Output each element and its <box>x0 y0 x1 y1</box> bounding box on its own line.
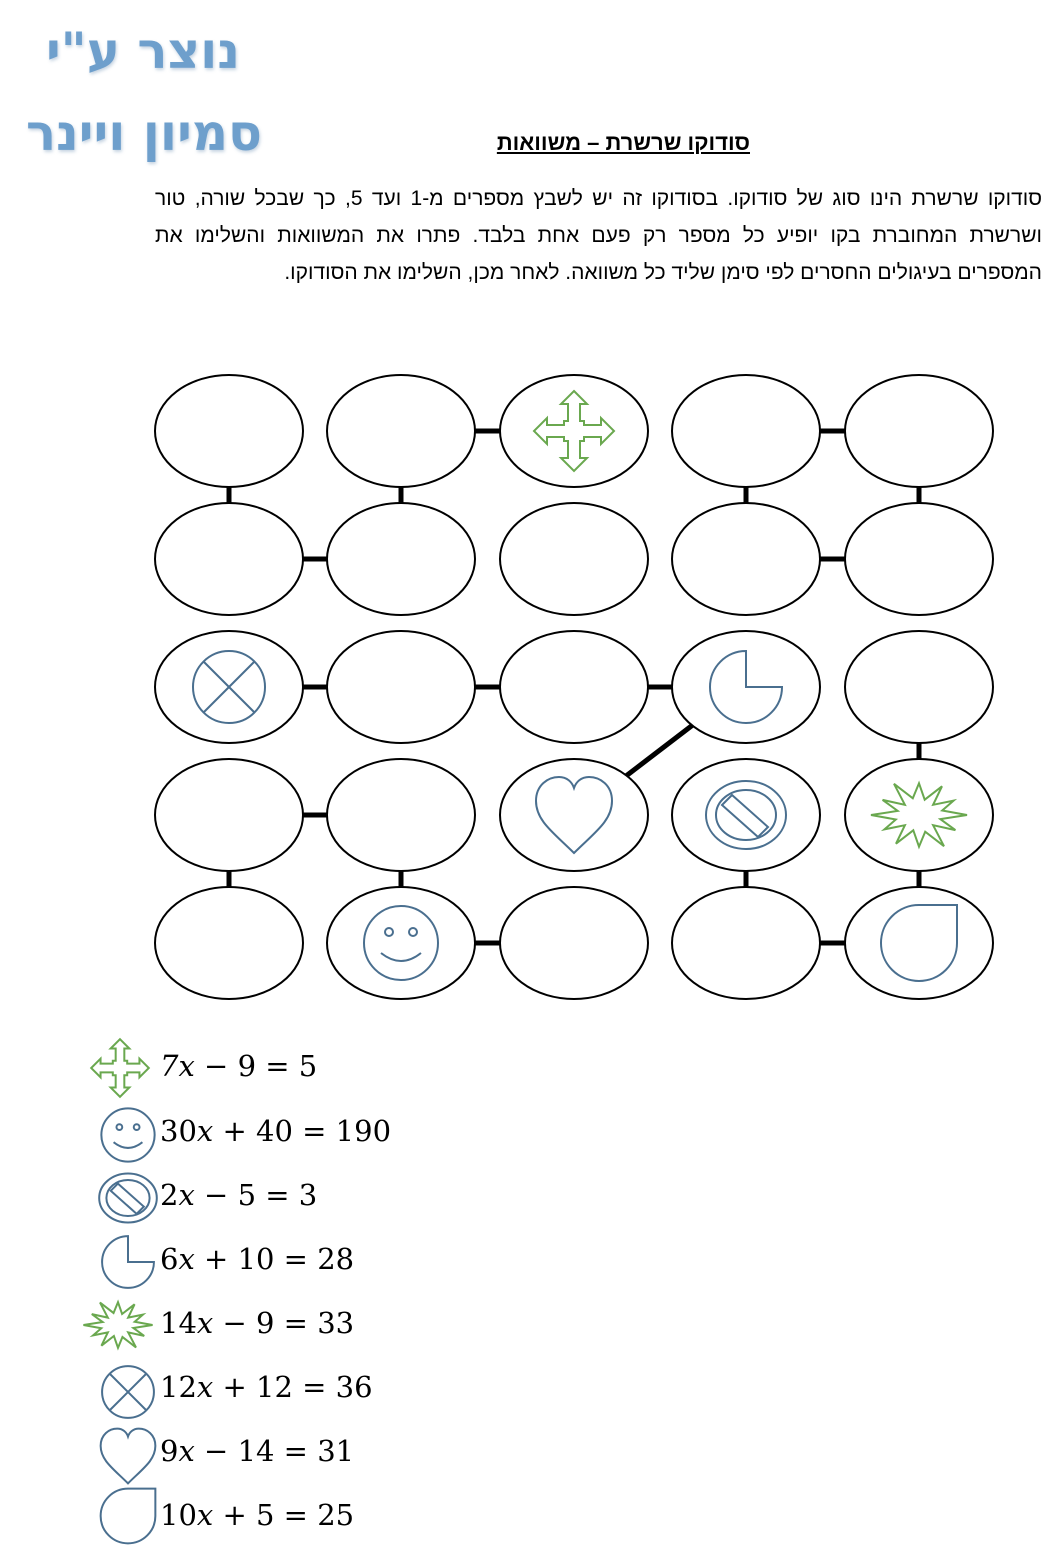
grid-cell[interactable] <box>155 503 303 615</box>
grid-cell[interactable] <box>672 887 820 999</box>
author-line-1: נוצר ע"י <box>45 22 240 80</box>
grid-cell[interactable] <box>500 887 648 999</box>
instructions-text: סודוקו שרשרת הינו סוג של סודוקו. בסודוקו זה יש לשבץ מספרים מ-1 ועד 5, כך שבכל שורה, טור ושרשרת המחוברת בקו יופיע כל מספר רק פעם אחת בלבד. פתרו את המשוואות והשלימו את המספרים בעיגולים החסרים לפי סימן שליד כל משוואה. לאחר מכן, השלימו את הסודוקו. <box>155 187 1043 284</box>
arrows-icon <box>91 1039 149 1097</box>
grid-cell[interactable] <box>845 503 993 615</box>
grid-cell[interactable] <box>672 631 820 743</box>
equation-row: 2x − 5 = 3 <box>160 1178 318 1212</box>
no-symbol-icon <box>99 1174 157 1223</box>
pie-icon <box>102 1236 154 1288</box>
equation-row: 7x − 9 = 5 <box>160 1049 318 1083</box>
cross-circle-icon <box>102 1366 154 1418</box>
grid-cell[interactable] <box>672 503 820 615</box>
grid-cell[interactable] <box>327 375 475 487</box>
equation-row: 6x + 10 = 28 <box>160 1242 355 1276</box>
grid-cell[interactable] <box>327 631 475 743</box>
equation-row: 10x + 5 = 25 <box>160 1498 355 1532</box>
grid-cell[interactable] <box>845 759 993 871</box>
grid-cell[interactable] <box>845 631 993 743</box>
grid-cell[interactable] <box>500 503 648 615</box>
grid-cell[interactable] <box>155 631 303 743</box>
grid-cell[interactable] <box>155 375 303 487</box>
grid-cell[interactable] <box>672 759 820 871</box>
equation-legend-icons <box>0 1020 170 1560</box>
grid-cell[interactable] <box>155 887 303 999</box>
grid-cell[interactable] <box>500 759 648 871</box>
starburst-icon <box>83 1302 152 1348</box>
grid-cell[interactable] <box>500 631 648 743</box>
author-line-2: סמיון ויינר <box>26 104 262 162</box>
equation-row: 9x − 14 = 31 <box>160 1434 355 1468</box>
grid-cell[interactable] <box>327 503 475 615</box>
equation-row: 14x − 9 = 33 <box>160 1306 355 1340</box>
smiley-icon <box>101 1108 154 1161</box>
grid-cell[interactable] <box>500 375 648 487</box>
teardrop-icon <box>101 1489 156 1544</box>
grid-cell[interactable] <box>327 887 475 999</box>
grid-cell[interactable] <box>327 759 475 871</box>
heart-icon <box>101 1429 156 1484</box>
chain-link <box>626 724 694 776</box>
equation-row: 12x + 12 = 36 <box>160 1370 373 1404</box>
worksheet-title: סודוקו שרשרת – משוואות <box>496 130 750 155</box>
equation-row: 30x + 40 = 190 <box>160 1114 392 1148</box>
grid-cell[interactable] <box>155 759 303 871</box>
grid-cell[interactable] <box>845 887 993 999</box>
grid-cell[interactable] <box>845 375 993 487</box>
grid-cell[interactable] <box>672 375 820 487</box>
